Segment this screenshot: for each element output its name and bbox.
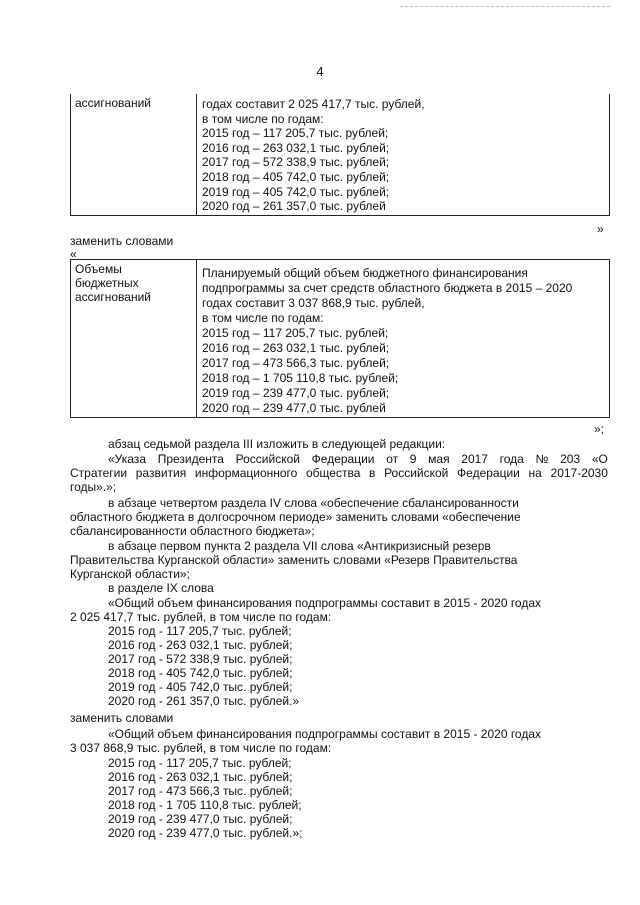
list-item: 2020 год - 261 357,0 тыс. рублей.» — [108, 694, 300, 708]
word: 2017 — [461, 452, 488, 466]
table-value-line: 2019 год – 405 742,0 тыс. рублей; — [202, 184, 390, 199]
word: Федерации — [457, 466, 520, 480]
paragraph-line — [70, 452, 608, 466]
table-label-line: Объемы — [75, 262, 122, 276]
table-value-line: 2020 год – 239 477,0 тыс. рублей — [202, 401, 386, 415]
table-value-line: Планируемый общий объем бюджетного финансирования — [202, 266, 528, 280]
quote-old-financing — [70, 596, 608, 624]
year-list-old — [108, 624, 408, 708]
paragraph-line: годы».»; — [70, 480, 117, 494]
paragraph-section4 — [70, 496, 608, 538]
table-value-line: 2015 год – 117 205,7 тыс. рублей; — [202, 126, 389, 141]
opening-quote: « — [70, 247, 77, 261]
table-label-line: ассигнований — [75, 96, 152, 110]
table-value-line: в том числе по годам: — [202, 311, 324, 325]
word: «Указа — [108, 452, 146, 466]
closing-quote: » — [597, 222, 604, 236]
paragraph-line: «Общий объем финансирования подпрограммы составит в 2015 - 2020 годах — [108, 596, 542, 610]
word: в — [369, 466, 376, 480]
word: общества — [306, 466, 361, 480]
list-item: 2020 год - 239 477,0 тыс. рублей.»; — [108, 826, 303, 840]
list-item: 2017 год - 473 566,3 тыс. рублей; — [108, 784, 293, 798]
word: Федерации — [311, 452, 375, 466]
quote-new-financing — [70, 727, 608, 755]
table-value-line: годах составит 2 025 417,7 тыс. рублей, — [202, 97, 425, 111]
table-value-line: подпрограммы за счет средств областного бюджета в 2015 – 2020 — [202, 281, 573, 295]
table-value-line: 2018 год – 1 705 110,8 тыс. рублей; — [202, 371, 399, 385]
table-value-line: 2020 год – 261 357,0 тыс. рублей — [202, 199, 386, 214]
table-label-line: ассигнований — [75, 290, 152, 304]
paragraph-line — [70, 466, 608, 480]
word: Российской — [235, 452, 300, 466]
paragraph-section3: абзац седьмой раздела III изложить в следующей редакции: — [108, 437, 446, 451]
list-item: 2016 год - 263 032,1 тыс. рублей; — [108, 638, 293, 652]
paragraph-line: «Общий объем финансирования подпрограммы составит в 2015 - 2020 годах — [108, 727, 542, 741]
budget-table-old — [70, 94, 610, 216]
paragraph-line: в абзаце первом пункта 2 раздела VII слова «Антикризисный резерв — [108, 539, 491, 553]
list-item: 2019 год - 239 477,0 тыс. рублей; — [108, 812, 293, 826]
word: информационного — [194, 466, 298, 480]
closing-quote: »; — [594, 422, 605, 436]
word: «О — [591, 452, 608, 466]
paragraph-line: в абзаце четвертом раздела IV слова «обеспечение сбалансированности — [108, 496, 519, 510]
paragraph-line: Курганской области»; — [70, 567, 190, 581]
list-item: 2018 год - 405 742,0 тыс. рублей; — [108, 666, 293, 680]
replace-label: заменить словами — [70, 234, 174, 248]
table-value-line: 2017 год – 473 566,3 тыс. рублей; — [202, 356, 390, 370]
list-item: 2015 год - 117 205,7 тыс. рублей; — [108, 624, 292, 638]
table-value-line: 2015 год – 117 205,7 тыс. рублей; — [202, 326, 389, 340]
word: развития — [135, 466, 187, 480]
paragraph-line: областного бюджета в долгосрочном периоде» заменить словами «обеспечение — [70, 510, 521, 524]
page-number: 4 — [316, 64, 324, 79]
table-label-line: бюджетных — [75, 276, 139, 290]
table-label-cell — [71, 260, 197, 417]
word: на — [528, 466, 542, 480]
table-value-cell — [198, 260, 609, 417]
table-label-cell — [71, 94, 197, 215]
word: Стратегии — [70, 466, 128, 480]
replace-label: заменить словами — [70, 711, 174, 725]
list-item: 2019 год - 405 742,0 тыс. рублей; — [108, 680, 293, 694]
table-value-line: 2018 год – 405 742,0 тыс. рублей; — [202, 169, 390, 184]
table-value-line: 2019 год – 239 477,0 тыс. рублей; — [202, 386, 390, 400]
table-value-cell — [198, 94, 609, 215]
word: 9 — [409, 452, 417, 466]
list-item: 2017 год - 572 338,9 тыс. рублей; — [108, 652, 293, 666]
word: 2017-2030 — [550, 466, 608, 480]
word: года — [499, 452, 524, 466]
word: Российской — [384, 466, 449, 480]
paragraph-line: 3 037 868,9 тыс. рублей, в том числе по годам: — [70, 741, 332, 755]
table-value-line: 2016 год – 263 032,1 тыс. рублей; — [202, 341, 390, 355]
table-value-line: годах составит 3 037 868,9 тыс. рублей, — [202, 296, 425, 310]
paragraph-line: сбалансированности областного бюджета»; — [70, 524, 315, 538]
list-item: 2015 год - 117 205,7 тыс. рублей; — [108, 756, 292, 770]
paragraph-section9: в разделе IX слова — [108, 581, 214, 595]
paragraph-line: Правительства Курганской области» заменить словами «Резерв Правительства — [70, 553, 518, 567]
table-value-line: 2016 год – 263 032,1 тыс. рублей; — [202, 140, 390, 155]
word: мая — [428, 452, 450, 466]
word: от — [386, 452, 399, 466]
word: Президента — [157, 452, 224, 466]
paragraph-line: 2 025 417,7 тыс. рублей, в том числе по годам: — [70, 610, 332, 624]
scan-artifact-line — [400, 6, 610, 7]
table-value-line: 2017 год – 572 338,9 тыс. рублей; — [202, 155, 390, 170]
word: № — [535, 452, 549, 466]
paragraph-decree-quote — [70, 452, 608, 494]
table-value-line: в том числе по годам: — [202, 111, 324, 126]
year-list-new — [108, 756, 408, 840]
list-item: 2016 год - 263 032,1 тыс. рублей; — [108, 770, 293, 784]
list-item: 2018 год - 1 705 110,8 тыс. рублей; — [108, 798, 302, 812]
budget-table-new — [70, 259, 610, 418]
paragraph-section7 — [70, 539, 608, 581]
word: 203 — [560, 452, 581, 466]
